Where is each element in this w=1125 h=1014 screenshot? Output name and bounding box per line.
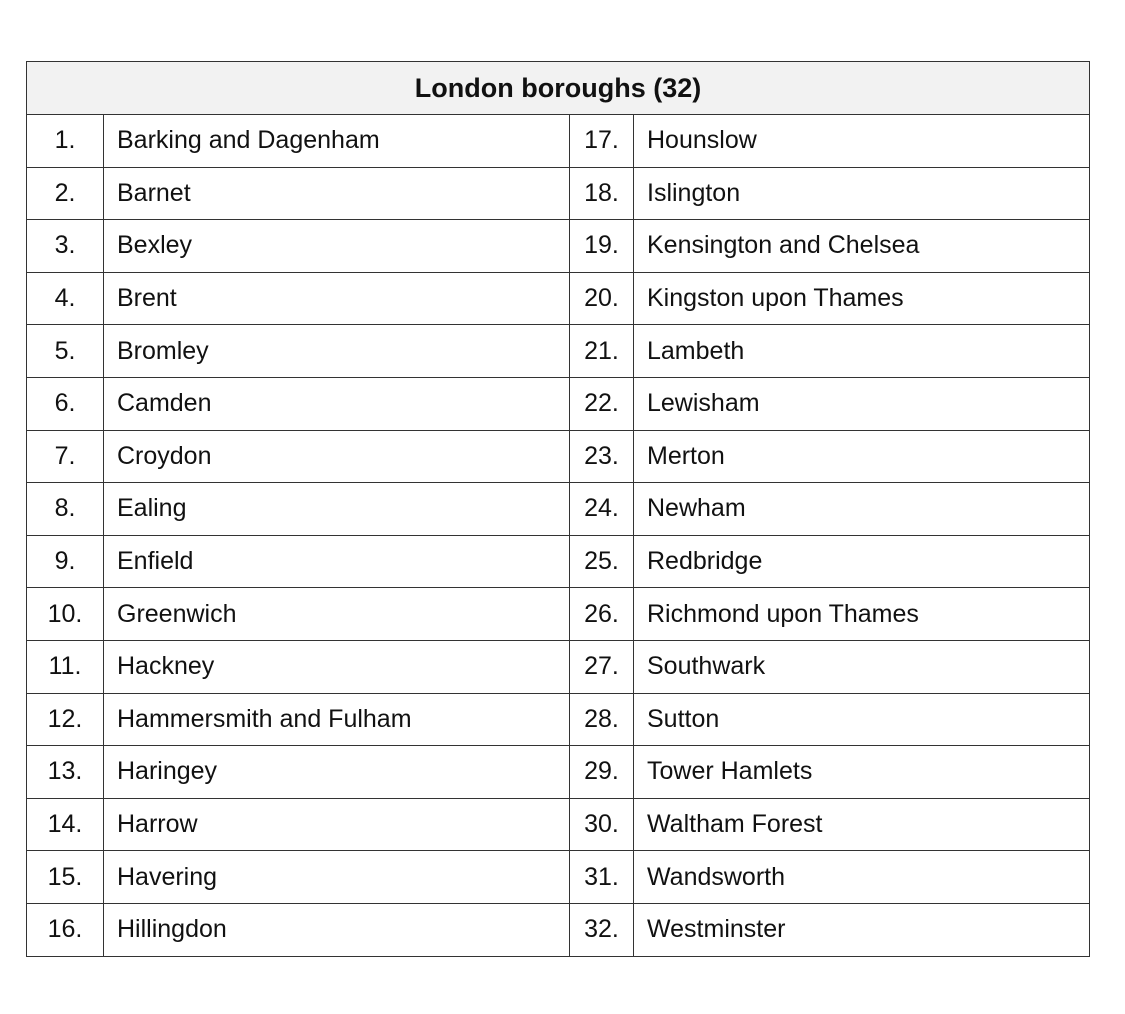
left-number-cell: 11. [27,640,104,693]
left-borough-cell: Croydon [104,430,570,483]
right-number-cell: 18. [570,167,634,220]
boroughs-table-container [26,61,1089,957]
right-borough-cell: Kensington and Chelsea [634,220,1090,273]
left-borough-cell: Hackney [104,640,570,693]
table-row [27,115,1090,168]
table-row [27,640,1090,693]
right-number-cell: 17. [570,115,634,168]
table-row [27,693,1090,746]
right-borough-cell: Westminster [634,903,1090,956]
table-row [27,903,1090,956]
table-row [27,483,1090,536]
left-borough-cell: Barnet [104,167,570,220]
right-borough-cell: Tower Hamlets [634,746,1090,799]
left-number-cell: 9. [27,535,104,588]
right-borough-cell: Islington [634,167,1090,220]
left-borough-cell: Haringey [104,746,570,799]
table-row [27,588,1090,641]
left-number-cell: 15. [27,851,104,904]
table-row [27,430,1090,483]
right-number-cell: 32. [570,903,634,956]
left-borough-cell: Barking and Dagenham [104,115,570,168]
right-number-cell: 23. [570,430,634,483]
left-number-cell: 2. [27,167,104,220]
table-row [27,535,1090,588]
table-row [27,746,1090,799]
table-row [27,167,1090,220]
boroughs-table [26,61,1090,957]
right-borough-cell: Wandsworth [634,851,1090,904]
right-borough-cell: Richmond upon Thames [634,588,1090,641]
right-borough-cell: Merton [634,430,1090,483]
table-row [27,325,1090,378]
table-header-row [27,62,1090,115]
right-number-cell: 24. [570,483,634,536]
table-body [27,115,1090,957]
right-borough-cell: Hounslow [634,115,1090,168]
right-borough-cell: Newham [634,483,1090,536]
right-borough-cell: Kingston upon Thames [634,272,1090,325]
left-number-cell: 5. [27,325,104,378]
right-borough-cell: Southwark [634,640,1090,693]
table-row [27,220,1090,273]
left-number-cell: 8. [27,483,104,536]
left-number-cell: 14. [27,798,104,851]
right-number-cell: 31. [570,851,634,904]
left-number-cell: 12. [27,693,104,746]
table-title: London boroughs (32) [27,62,1090,115]
left-borough-cell: Camden [104,377,570,430]
left-borough-cell: Hillingdon [104,903,570,956]
right-borough-cell: Redbridge [634,535,1090,588]
table-row [27,851,1090,904]
table-row [27,377,1090,430]
left-borough-cell: Greenwich [104,588,570,641]
right-number-cell: 20. [570,272,634,325]
left-borough-cell: Enfield [104,535,570,588]
right-number-cell: 28. [570,693,634,746]
right-number-cell: 22. [570,377,634,430]
left-borough-cell: Harrow [104,798,570,851]
left-borough-cell: Brent [104,272,570,325]
right-number-cell: 26. [570,588,634,641]
right-borough-cell: Lambeth [634,325,1090,378]
left-number-cell: 13. [27,746,104,799]
right-borough-cell: Waltham Forest [634,798,1090,851]
table-row [27,798,1090,851]
left-number-cell: 7. [27,430,104,483]
right-number-cell: 21. [570,325,634,378]
left-borough-cell: Bromley [104,325,570,378]
right-number-cell: 27. [570,640,634,693]
left-number-cell: 6. [27,377,104,430]
left-borough-cell: Bexley [104,220,570,273]
right-number-cell: 19. [570,220,634,273]
right-number-cell: 25. [570,535,634,588]
right-number-cell: 29. [570,746,634,799]
left-number-cell: 16. [27,903,104,956]
right-borough-cell: Lewisham [634,377,1090,430]
left-borough-cell: Ealing [104,483,570,536]
left-number-cell: 4. [27,272,104,325]
left-number-cell: 10. [27,588,104,641]
left-borough-cell: Hammersmith and Fulham [104,693,570,746]
left-number-cell: 3. [27,220,104,273]
table-row [27,272,1090,325]
left-number-cell: 1. [27,115,104,168]
right-borough-cell: Sutton [634,693,1090,746]
left-borough-cell: Havering [104,851,570,904]
right-number-cell: 30. [570,798,634,851]
